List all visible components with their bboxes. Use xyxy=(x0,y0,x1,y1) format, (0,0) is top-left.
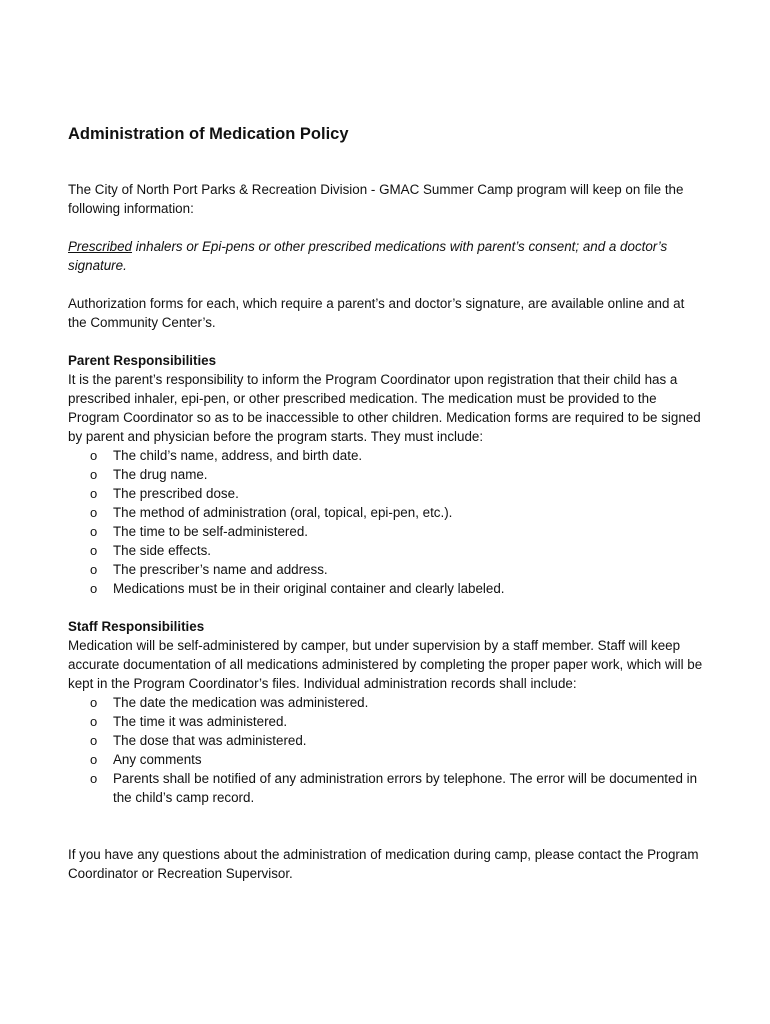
list-item: o The time to be self-administered. xyxy=(90,524,308,539)
parent-heading: Parent Responsibilities xyxy=(68,353,217,368)
list-item: o The time it was administered. xyxy=(90,714,288,729)
prescribed-rest: inhalers or Epi-pens or other prescribed medications with parent’s consent; and a doctor’s signature. xyxy=(68,239,668,273)
prescribed-underlined: Prescribed xyxy=(68,239,133,254)
intro-paragraph: The City of North Port Parks & Recreation Division - GMAC Summer Camp program will keep on file the following information: xyxy=(68,182,684,216)
parent-list xyxy=(68,446,704,598)
bullet-mark: o xyxy=(90,714,98,729)
bullet-mark: o xyxy=(90,448,98,463)
list-item: o The child’s name, address, and birth date. xyxy=(90,448,363,463)
staff-heading: Staff Responsibilities xyxy=(68,619,205,634)
bullet-mark: o xyxy=(90,467,98,482)
bullet-mark: o xyxy=(90,581,98,596)
bullet-mark: o xyxy=(90,733,98,748)
list-item: o Any comments xyxy=(90,752,202,767)
list-item: o The drug name. xyxy=(90,467,208,482)
list-item: o Parents shall be notified of any administration errors by telephone. The error will be documented in the child’s camp record. xyxy=(90,771,698,805)
bullet-mark: o xyxy=(90,562,98,577)
authorization-paragraph: Authorization forms for each, which require a parent’s and doctor’s signature, are available online and at the Community Center’s. xyxy=(68,296,685,330)
page-title: Administration of Medication Policy xyxy=(68,125,349,143)
list-item: o Medications must be in their original container and clearly labeled. xyxy=(90,581,505,596)
bullet-mark: o xyxy=(90,752,98,767)
list-item: o The method of administration (oral, topical, epi-pen, etc.). xyxy=(90,505,453,520)
list-item: o The prescribed dose. xyxy=(90,486,239,501)
list-item: o The side effects. xyxy=(90,543,212,558)
staff-body: Medication will be self-administered by camper, but under supervision by a staff member. Staff will keep accurate documentation of all medications administered by completing the proper paper work, which will be kept in the Program Coordinator’s files. Individual administration records shall include: xyxy=(68,638,703,691)
bullet-mark: o xyxy=(90,543,98,558)
list-item: o The date the medication was administered. xyxy=(90,695,369,710)
list-item: o The prescriber’s name and address. xyxy=(90,562,328,577)
prescribed-paragraph xyxy=(68,237,704,275)
staff-list xyxy=(68,693,704,807)
bullet-mark: o xyxy=(90,505,98,520)
bullet-mark: o xyxy=(90,486,98,501)
bullet-mark: o xyxy=(90,771,98,786)
list-item: o The dose that was administered. xyxy=(90,733,307,748)
parent-section xyxy=(68,351,704,598)
bullet-mark: o xyxy=(90,695,98,710)
bullet-mark: o xyxy=(90,524,98,539)
staff-section xyxy=(68,617,704,807)
closing-paragraph: If you have any questions about the administration of medication during camp, please contact the Program Coordinator or Recreation Supervisor. xyxy=(68,847,699,881)
parent-body: It is the parent’s responsibility to inform the Program Coordinator upon registration that their child has a prescribed inhaler, epi-pen, or other prescribed medication. The medication must be provided to the Program Coordinator so as to be inaccessible to other children. Medication forms are required to be signed by parent and physician before the program starts. They must include: xyxy=(68,372,701,444)
